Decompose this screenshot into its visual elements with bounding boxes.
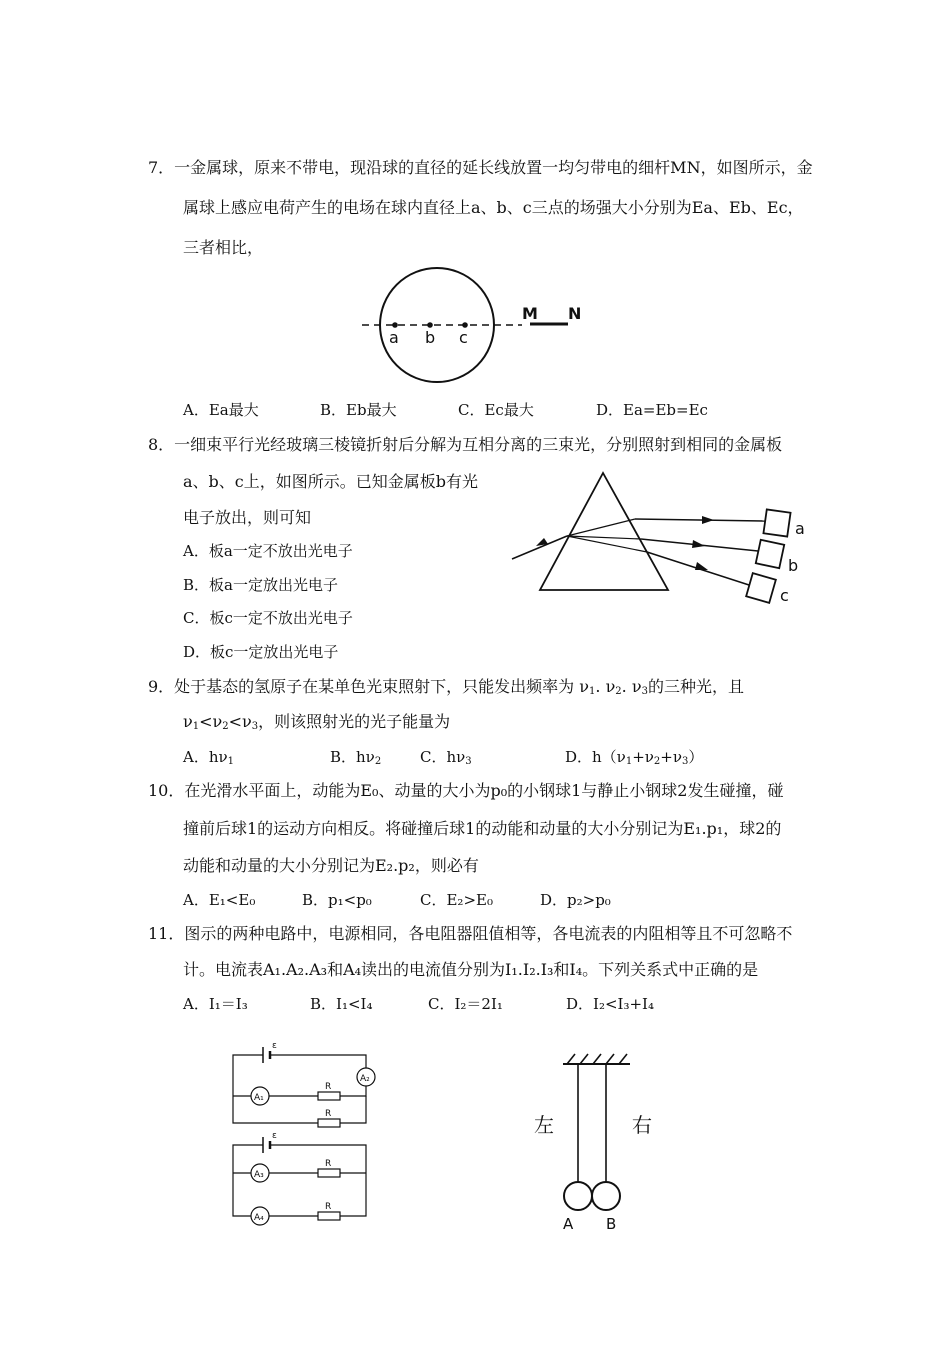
plate-label-a: a — [795, 519, 805, 538]
q10-option-c[interactable]: C．E₂>E₀ — [420, 891, 493, 909]
circuit2-resistor-2 — [318, 1212, 340, 1220]
q11-option-d[interactable]: D．I₂<I₃+I₄ — [566, 995, 654, 1013]
point-b-dot — [427, 322, 433, 328]
ball-a — [564, 1182, 592, 1210]
metal-plate-a — [763, 509, 790, 536]
circuit1-wire-bottom-right — [340, 1096, 366, 1123]
q8-option-a[interactable]: A．板a一定不放出光电子 — [183, 542, 353, 560]
circuit1-resistor-1 — [318, 1092, 340, 1100]
point-c-dot — [462, 322, 468, 328]
q10-line1: 10．在光滑水平面上，动能为E₀、动量的大小为p₀的小钢球1与静止小钢球2发生碰撞，碰 — [148, 781, 784, 800]
label-a: a — [389, 328, 399, 347]
incident-arrow — [536, 538, 548, 546]
circuit1-resistor-label-2: R — [325, 1109, 332, 1119]
ammeter-a1-label: A₁ — [254, 1093, 264, 1103]
circuit1-resistor-label-1: R — [325, 1082, 332, 1092]
q9-line1: 9．处于基态的氢原子在某单色光束照射下，只能发出频率为 $\nu_1$. $\nu_2$. $\nu_3$的三种光，且 — [148, 677, 744, 697]
ray-a-inside — [567, 519, 635, 536]
point-a-dot — [392, 322, 398, 328]
q8-option-c[interactable]: C．板c一定不放出光电子 — [183, 609, 353, 627]
ball-b — [592, 1182, 620, 1210]
q9-option-a[interactable]: A．$h\nu_1$ — [183, 748, 234, 767]
ammeter-a4 — [251, 1207, 269, 1225]
ray-c-inside — [567, 536, 647, 552]
q7-option-d[interactable]: D．Ea=Eb=Ec — [596, 401, 708, 419]
circuit2-resistor-1 — [318, 1169, 340, 1177]
q9-option-d[interactable]: D．$h(\nu_1+\nu_2+\nu_3)$ — [565, 748, 704, 767]
q7-line1: 7．一金属球，原来不带电，现沿球的直径的延长线放置一均匀带电的细杆MN，如图所示，金 — [148, 158, 813, 177]
plate-label-c: c — [780, 586, 789, 605]
glass-prism — [540, 473, 668, 590]
label-b: b — [425, 328, 436, 347]
label-m: M — [522, 304, 538, 323]
q11-option-b[interactable]: B．I₁<I₄ — [310, 995, 373, 1013]
q7-line3: 三者相比， — [183, 238, 264, 257]
ray-b-inside — [567, 536, 641, 539]
circuit1-wire-right — [270, 1055, 366, 1068]
q10-option-b[interactable]: B．p₁<p₀ — [302, 891, 372, 909]
ammeter-a3 — [251, 1164, 269, 1182]
circuit2-resistor-label-2: R — [325, 1202, 332, 1212]
q10-option-a[interactable]: A．E₁<E₀ — [183, 891, 256, 909]
hatch-4 — [606, 1054, 614, 1064]
circuit2-wire-top — [233, 1145, 263, 1216]
incident-ray — [512, 536, 567, 559]
ray-c-arrow — [695, 562, 708, 570]
q8-option-d[interactable]: D．板c一定放出光电子 — [183, 643, 339, 661]
label-right: 右 — [632, 1113, 652, 1137]
label-ball-b: B — [606, 1215, 617, 1233]
q8-line3: 电子放出，则可知 — [183, 508, 312, 527]
label-left: 左 — [534, 1113, 554, 1137]
ammeter-a4-label: A₄ — [254, 1213, 264, 1223]
q11-option-c[interactable]: C．I₂＝2I₁ — [428, 995, 503, 1013]
ray-b — [641, 539, 758, 551]
q11-line2: 计。电流表A₁.A₂.A₃和A₄读出的电流值分别为I₁.I₂.I₃和I₄。下列关系式中正确的是 — [183, 960, 759, 979]
q7-option-b[interactable]: B．Eb最大 — [320, 401, 397, 419]
q11-line1: 11．图示的两种电路中，电源相同，各电阻器阻值相等，各电流表的内阻相等且不可忽略不 — [148, 924, 793, 943]
ray-c — [647, 552, 749, 585]
hatch-5 — [619, 1054, 627, 1064]
circuit1-wire-r-right — [340, 1086, 366, 1096]
ammeter-a2 — [357, 1068, 375, 1086]
q10-line3: 动能和动量的大小分别记为E₂.p₂，则必有 — [183, 856, 479, 875]
q8-line2: a、b、c上，如图所示。已知金属板b有光 — [183, 472, 478, 491]
ammeter-a3-label: A₃ — [254, 1170, 264, 1180]
metal-plate-c — [746, 573, 776, 603]
plate-label-b: b — [788, 556, 799, 575]
metal-plate-b — [756, 540, 784, 568]
q10-option-d[interactable]: D．p₂>p₀ — [540, 891, 611, 909]
circuit1-resistor-2 — [318, 1119, 340, 1127]
hatch-2 — [580, 1054, 588, 1064]
label-n: N — [568, 304, 582, 323]
q7-option-c[interactable]: C．Ec最大 — [458, 401, 534, 419]
ray-a-arrow — [702, 516, 714, 524]
label-c: c — [459, 328, 468, 347]
q11-option-a[interactable]: A．I₁＝I₃ — [183, 995, 248, 1013]
hatch-1 — [567, 1054, 575, 1064]
q9-option-b[interactable]: B．$h\nu_2$ — [330, 748, 382, 767]
ammeter-a2-label: A₂ — [360, 1074, 370, 1084]
ray-b-arrow — [692, 540, 705, 548]
q10-line2: 撞前后球1的运动方向相反。将碰撞后球1的动能和动量的大小分别记为E₁.p₁，球2的 — [183, 819, 782, 838]
circuit1-wire-top — [233, 1055, 263, 1123]
circuit2-wire-right — [270, 1145, 366, 1216]
metal-sphere — [380, 268, 494, 382]
circuit2-emf-label: ε — [272, 1131, 277, 1141]
q8-option-b[interactable]: B．板a一定放出光电子 — [183, 576, 338, 594]
q7-option-a[interactable]: A．Ea最大 — [183, 401, 259, 419]
hatch-3 — [593, 1054, 601, 1064]
circuit2-resistor-label-1: R — [325, 1159, 332, 1169]
q9-line2: $\nu_1<\nu_2<\nu_3$，则该照射光的光子能量为 — [183, 712, 451, 732]
ammeter-a1 — [251, 1087, 269, 1105]
q9-option-c[interactable]: C．$h\nu_3$ — [420, 748, 472, 767]
label-ball-a: A — [563, 1215, 574, 1233]
q8-line1: 8．一细束平行光经玻璃三棱镜折射后分解为互相分离的三束光，分别照射到相同的金属板 — [148, 435, 783, 454]
q7-line2: 属球上感应电荷产生的电场在球内直径上a、b、c三点的场强大小分别为Ea、Eb、Ec， — [183, 198, 804, 217]
ray-a — [635, 519, 765, 521]
circuit1-emf-label: ε — [272, 1041, 277, 1051]
